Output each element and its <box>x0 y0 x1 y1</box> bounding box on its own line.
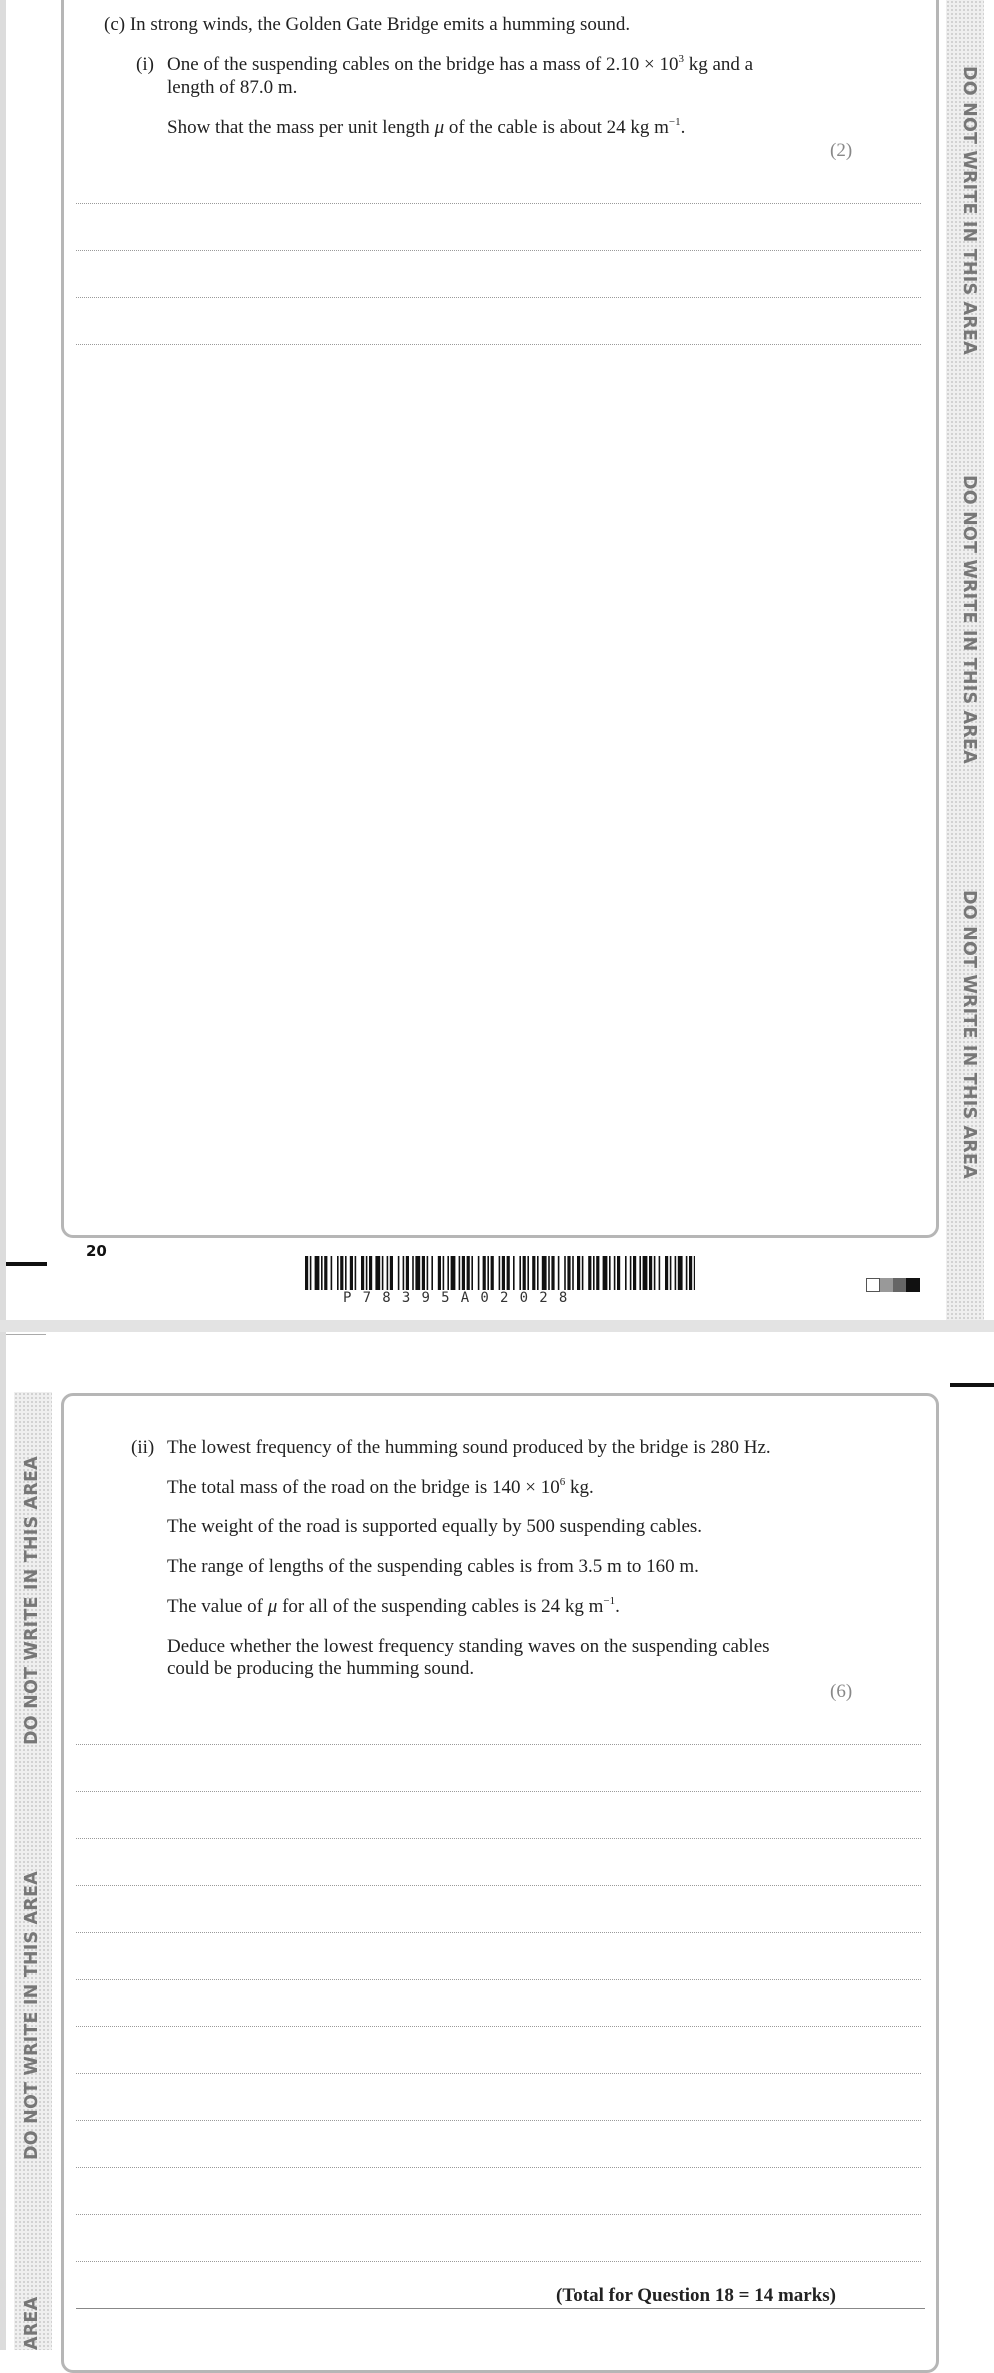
info-line-frequency: The lowest frequency of the humming sound produced by the bridge is 280 Hz. <box>167 1437 771 1458</box>
answer-line[interactable] <box>76 203 921 204</box>
deduce-line1: Deduce whether the lowest frequency standing waves on the suspending cables <box>167 1636 770 1657</box>
left-page-edge <box>0 1332 6 2350</box>
answer-line[interactable] <box>76 2167 921 2168</box>
deduce-line2: could be producing the humming sound. <box>167 1658 475 1679</box>
marks-label: (6) <box>830 1681 853 1702</box>
info-line-mass: The total mass of the road on the bridge is $140 \times 10^6$ kg. <box>167 1476 594 1498</box>
answer-line[interactable] <box>76 344 921 345</box>
total-rule <box>76 2308 925 2309</box>
registration-mark <box>6 1262 47 1266</box>
page-gap <box>0 1320 994 1332</box>
answer-line[interactable] <box>76 1932 921 1933</box>
info-line-cables: The weight of the road is supported equally by 500 suspending cables. <box>167 1516 703 1537</box>
answer-line[interactable] <box>76 1744 921 1745</box>
answer-line[interactable] <box>76 250 921 251</box>
part-i-line2: length of 87.0 m. <box>167 77 298 98</box>
left-page-edge <box>0 0 6 1320</box>
answer-line[interactable] <box>76 2214 921 2215</box>
answer-line[interactable] <box>76 1838 921 1839</box>
top-answer-frame <box>61 0 939 1238</box>
part-i-line1: One of the suspending cables on the bridge has a mass of $2.10 \times 10^3$ kg and a <box>167 53 754 75</box>
answer-line[interactable] <box>76 1979 921 1980</box>
warning-text: DO NOT WRITE IN THIS AREA <box>959 475 979 764</box>
answer-line[interactable] <box>76 2261 921 2262</box>
answer-line[interactable] <box>76 1791 921 1792</box>
part-c-text: (c) In strong winds, the Golden Gate Bridge emits a humming sound. <box>104 14 631 35</box>
answer-line[interactable] <box>76 1885 921 1886</box>
page-number: 20 <box>86 1242 107 1260</box>
warning-text: DO NOT WRITE IN THIS AREA <box>959 66 979 355</box>
answer-line[interactable] <box>76 2026 921 2027</box>
part-i-label: (i) <box>136 54 154 75</box>
part-ii-label: (ii) <box>131 1437 155 1458</box>
question-total: (Total for Question 18 = 14 marks) <box>556 2285 836 2306</box>
warning-text: DO NOT WRITE IN THIS AREA <box>22 1871 42 2160</box>
bottom-answer-frame <box>61 1393 939 2373</box>
barcode-text: P78395A02028 <box>343 1290 579 1306</box>
page-edge-rule <box>6 1334 46 1335</box>
answer-line[interactable] <box>76 2073 921 2074</box>
colour-registration-mark <box>866 1278 922 1292</box>
warning-text: DO NOT WRITE IN THIS AREA <box>959 890 979 1179</box>
warning-text: DO NOT WRITE IN THIS AREA <box>22 1456 42 1745</box>
warning-text: AREA <box>22 2296 42 2350</box>
registration-mark <box>950 1383 994 1387</box>
marks-label: (2) <box>830 140 853 161</box>
info-line-mu: The value of μ for all of the suspending cables is 24 kg $m^{-1}$. <box>167 1595 620 1617</box>
show-that-text: Show that the mass per unit length μ of the cable is about 24 kg $m^{-1}$. <box>167 116 686 138</box>
info-line-lengths: The range of lengths of the suspending cables is from 3.5 m to 160 m. <box>167 1556 699 1577</box>
answer-line[interactable] <box>76 297 921 298</box>
answer-line[interactable] <box>76 2120 921 2121</box>
barcode <box>305 1256 695 1290</box>
